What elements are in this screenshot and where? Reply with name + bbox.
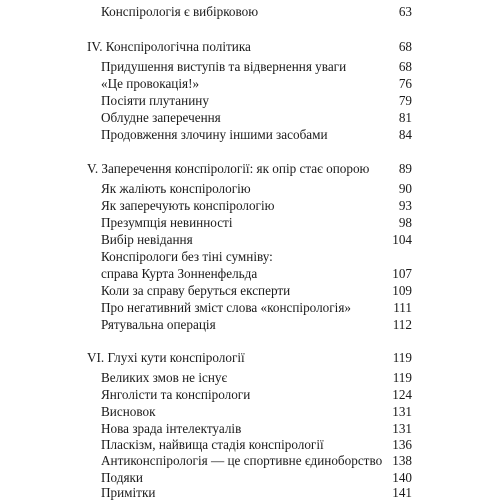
toc-entry-page: 124 xyxy=(392,387,412,402)
toc-entry xyxy=(0,369,500,387)
toc-entry-page: 93 xyxy=(398,198,412,213)
toc-entry-title: Подяки xyxy=(101,470,143,485)
toc-entry-title: Презумпція невинності xyxy=(101,215,233,230)
toc-chapter-heading xyxy=(0,160,500,178)
toc-entry xyxy=(0,197,500,215)
toc-entry xyxy=(0,109,500,127)
toc-chapter-heading xyxy=(0,38,500,56)
toc-entry xyxy=(0,92,500,110)
toc-entry-title: «Це провокація!» xyxy=(101,76,200,91)
toc-entry-page: 79 xyxy=(398,93,412,108)
toc-entry xyxy=(0,126,500,144)
toc-entry-page: 131 xyxy=(392,404,412,419)
toc-entry-page: 136 xyxy=(392,437,412,452)
toc-entry-page: 119 xyxy=(392,350,412,365)
toc-entry-page: 90 xyxy=(398,181,412,196)
toc-entry-title: Великих змов не існує xyxy=(101,370,228,385)
toc-entry-page: 107 xyxy=(392,266,412,281)
toc-entry-title: Примітки xyxy=(101,485,156,500)
toc-chapter-heading xyxy=(0,349,500,367)
toc-entry xyxy=(0,282,500,300)
toc-entry-title: Конспірологія є вибірковою xyxy=(101,4,259,19)
toc-entry-page: 68 xyxy=(398,39,412,54)
toc-entry-page: 131 xyxy=(392,421,412,436)
toc-entry xyxy=(0,316,500,334)
toc-entry-title: Конспірологи без тіні сумніву: xyxy=(101,249,273,264)
toc-entry-title: Янголісти та конспірологи xyxy=(101,387,251,402)
toc-entry-page: 141 xyxy=(392,485,412,500)
toc-entry xyxy=(0,75,500,93)
toc-entry-title: Пласкізм, найвища стадія конспірології xyxy=(101,437,324,452)
toc-entry-title: справа Курта Зонненфельда xyxy=(101,266,258,281)
toc-entry-page: 63 xyxy=(398,4,412,19)
toc-entry-page: 81 xyxy=(398,110,412,125)
toc-entry xyxy=(0,248,500,266)
toc-entry-title: Як жаліють конспірологію xyxy=(101,181,251,196)
toc-entry-page: 111 xyxy=(393,300,412,315)
toc-entry-page: 138 xyxy=(392,453,412,468)
toc-entry-page: 84 xyxy=(398,127,412,142)
toc-entry-title: Як заперечують конспірологію xyxy=(101,198,275,213)
toc-entry xyxy=(0,265,500,283)
toc-entry-title: Посіяти плутанину xyxy=(101,93,209,108)
toc-entry-page: 76 xyxy=(398,76,412,91)
toc-entry-title: Антиконспірологія — це спортивне єдиноборство xyxy=(101,453,383,468)
toc-chapter-title: V. Заперечення конспірології: як опір стає опорою xyxy=(87,161,370,176)
toc-entry xyxy=(0,180,500,198)
toc-entry-title: Продовження злочину іншими засобами xyxy=(101,127,328,142)
toc-entry-title: Вибір невідання xyxy=(101,232,193,247)
toc-entry-page: 112 xyxy=(392,317,412,332)
toc-entry-title: Про негативний зміст слова «конспірологія» xyxy=(101,300,352,315)
toc-entry xyxy=(0,484,500,502)
toc-entry-page: 89 xyxy=(398,161,412,176)
toc-entry-title: Нова зрада інтелектуалів xyxy=(101,421,242,436)
toc-entry-page: 68 xyxy=(398,59,412,74)
toc-entry xyxy=(0,403,500,421)
toc-entry xyxy=(0,299,500,317)
toc-entry-title: Придушення виступів та відвернення уваги xyxy=(101,59,347,74)
toc-entry xyxy=(0,452,500,470)
toc-chapter-title: IV. Конспірологічна політика xyxy=(87,39,251,54)
toc-entry-page: 98 xyxy=(398,215,412,230)
toc-entry-title: Коли за справу беруться експерти xyxy=(101,283,291,298)
toc-entry-page: 109 xyxy=(392,283,412,298)
toc-chapter-title: VI. Глухі кути конспірології xyxy=(87,350,245,365)
toc-entry-page: 140 xyxy=(392,470,412,485)
toc-entry xyxy=(0,231,500,249)
toc-entry xyxy=(0,214,500,232)
toc-entry-page: 119 xyxy=(392,370,412,385)
toc-entry xyxy=(0,3,500,21)
toc-entry xyxy=(0,58,500,76)
toc-entry-title: Облудне заперечення xyxy=(101,110,221,125)
toc-entry xyxy=(0,386,500,404)
toc-entry-page: 104 xyxy=(392,232,412,247)
toc-entry-title: Висновок xyxy=(101,404,156,419)
toc-entry-title: Рятувальна операція xyxy=(101,317,216,332)
